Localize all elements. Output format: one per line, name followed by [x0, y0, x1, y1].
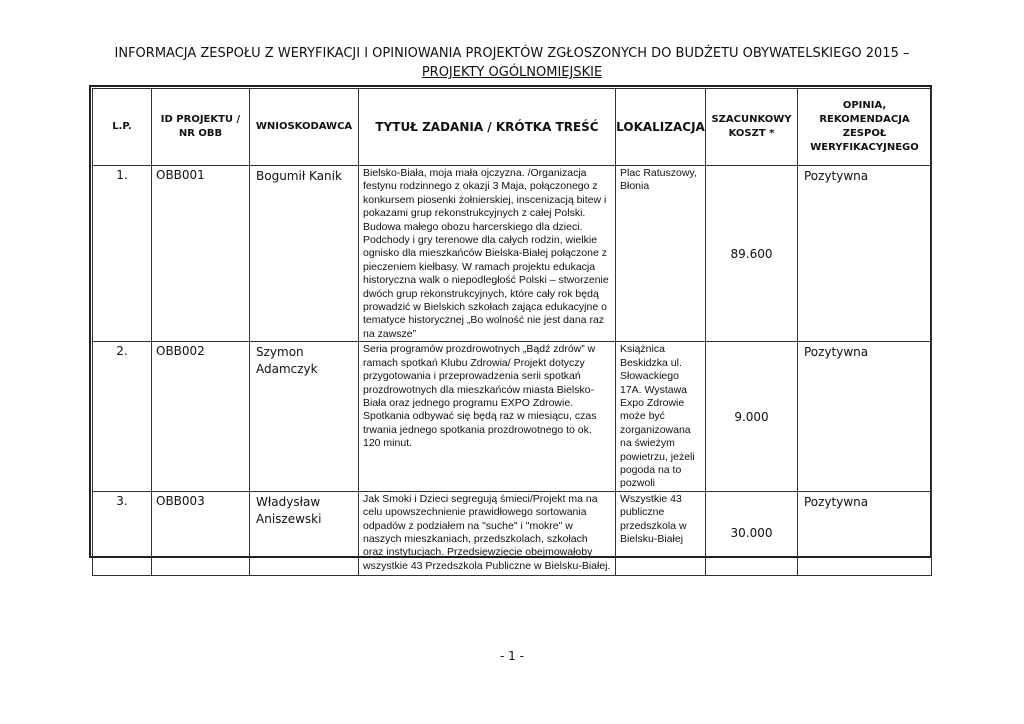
- row-opinion: Pozytywna: [798, 491, 932, 575]
- row-opinion: Pozytywna: [798, 342, 932, 491]
- header-id: ID PROJEKTU / NR OBB: [152, 89, 250, 166]
- title-line-2: PROJEKTY OGÓLNOMIEJSKIE: [421, 65, 603, 80]
- table-row: [93, 491, 932, 575]
- row-id: OBB002: [152, 342, 250, 491]
- row-description: Bielsko-Biała, moja mała ojczyzna. /Organizacja festynu rodzinnego z okazji 3 Maja, połączonego z konkursem piosenki żołnierskiej, inscenizacją bitew i pokazami grup rekonstrukcyjnych z całej Polski. Budowa małego obozu harcerskiego dla dzieci. Podchody i gry terenowe dla całych rodzin, wielkie ognisko dla mieszkańców Bielska-Białej połączone z pieczeniem kiełbasy. W ramach projektu edukacja historyczna walk o niepodległość Polski – stworzenie dwóch grup rekonstrukcyjnych, które cały rok będą prowadzić w Bielskich szkołach zająca edukacyjne o tematyce historycznej „Bo wolność nie jest dana raz na zawsze”: [359, 166, 616, 342]
- row-cost: 30.000: [706, 491, 798, 575]
- page-number: - 1 -: [500, 649, 524, 663]
- row-applicant: Władysław Aniszewski: [250, 491, 359, 575]
- row-id: OBB001: [152, 166, 250, 342]
- header-lp: L.P.: [93, 89, 152, 166]
- table-row: [93, 342, 932, 491]
- title-line-1: INFORMACJA ZESPOŁU Z WERYFIKACJI I OPINIOWANIA PROJEKTÓW ZGŁOSZONYCH DO BUDŻETU OBYWATELSKIEGO 2015 –: [114, 46, 910, 61]
- document-title: [0, 44, 1024, 82]
- header-applicant: WNIOSKODAWCA: [250, 89, 359, 166]
- header-location: LOKALIZACJA: [616, 89, 706, 166]
- row-lp: 2.: [93, 342, 152, 491]
- header-cost: SZACUNKOWY KOSZT *: [706, 89, 798, 166]
- table-row: [93, 166, 932, 342]
- row-applicant: Bogumił Kanik: [250, 166, 359, 342]
- row-applicant: Szymon Adamczyk: [250, 342, 359, 491]
- header-opinion: OPINIA, REKOMENDACJA ZESPOŁ WERYFIKACYJNEGO: [798, 89, 932, 166]
- row-lp: 1.: [93, 166, 152, 342]
- projects-table: [92, 88, 932, 576]
- row-description: Seria programów prozdrowotnych „Bądź zdrów” w ramach spotkań Klubu Zdrowia/ Projekt dotyczy przygotowania i przeprowadzenia serii spotkań prozdrowotnych dla mieszkańców miasta Bielsko-Biała oraz jednego programu EXPO Zdrowie. Spotkania odbywać się będą raz w miesiącu, czas trwania jednego spotkania prozdrowotnego to ok. 120 minut.: [359, 342, 616, 491]
- row-description: Jak Smoki i Dzieci segregują śmieci/Projekt ma na celu upowszechnienie prawidłowego sortowania odpadów z podziałem na "suche" i "mokre" w naszych mieszkaniach, przedszkolach, szkołach oraz instytucjach. Przedsięwzięcie obejmowałoby wszystkie 43 Przedszkola Publiczne w Bielsku-Białej.: [359, 491, 616, 575]
- table-header-row: [93, 89, 932, 166]
- header-task: TYTUŁ ZADANIA / KRÓTKA TREŚĆ: [359, 89, 616, 166]
- row-id: OBB003: [152, 491, 250, 575]
- row-cost: 9.000: [706, 342, 798, 491]
- row-location: Wszystkie 43 publiczne przedszkola w Bielsku-Białej: [616, 491, 706, 575]
- row-location: Książnica Beskidzka ul. Słowackiego 17A. Wystawa Expo Zdrowie może być zorganizowana na świeżym powietrzu, jeżeli pogoda na to pozwoli: [616, 342, 706, 491]
- row-lp: 3.: [93, 491, 152, 575]
- row-opinion: Pozytywna: [798, 166, 932, 342]
- row-cost: 89.600: [706, 166, 798, 342]
- row-location: Plac Ratuszowy, Błonia: [616, 166, 706, 342]
